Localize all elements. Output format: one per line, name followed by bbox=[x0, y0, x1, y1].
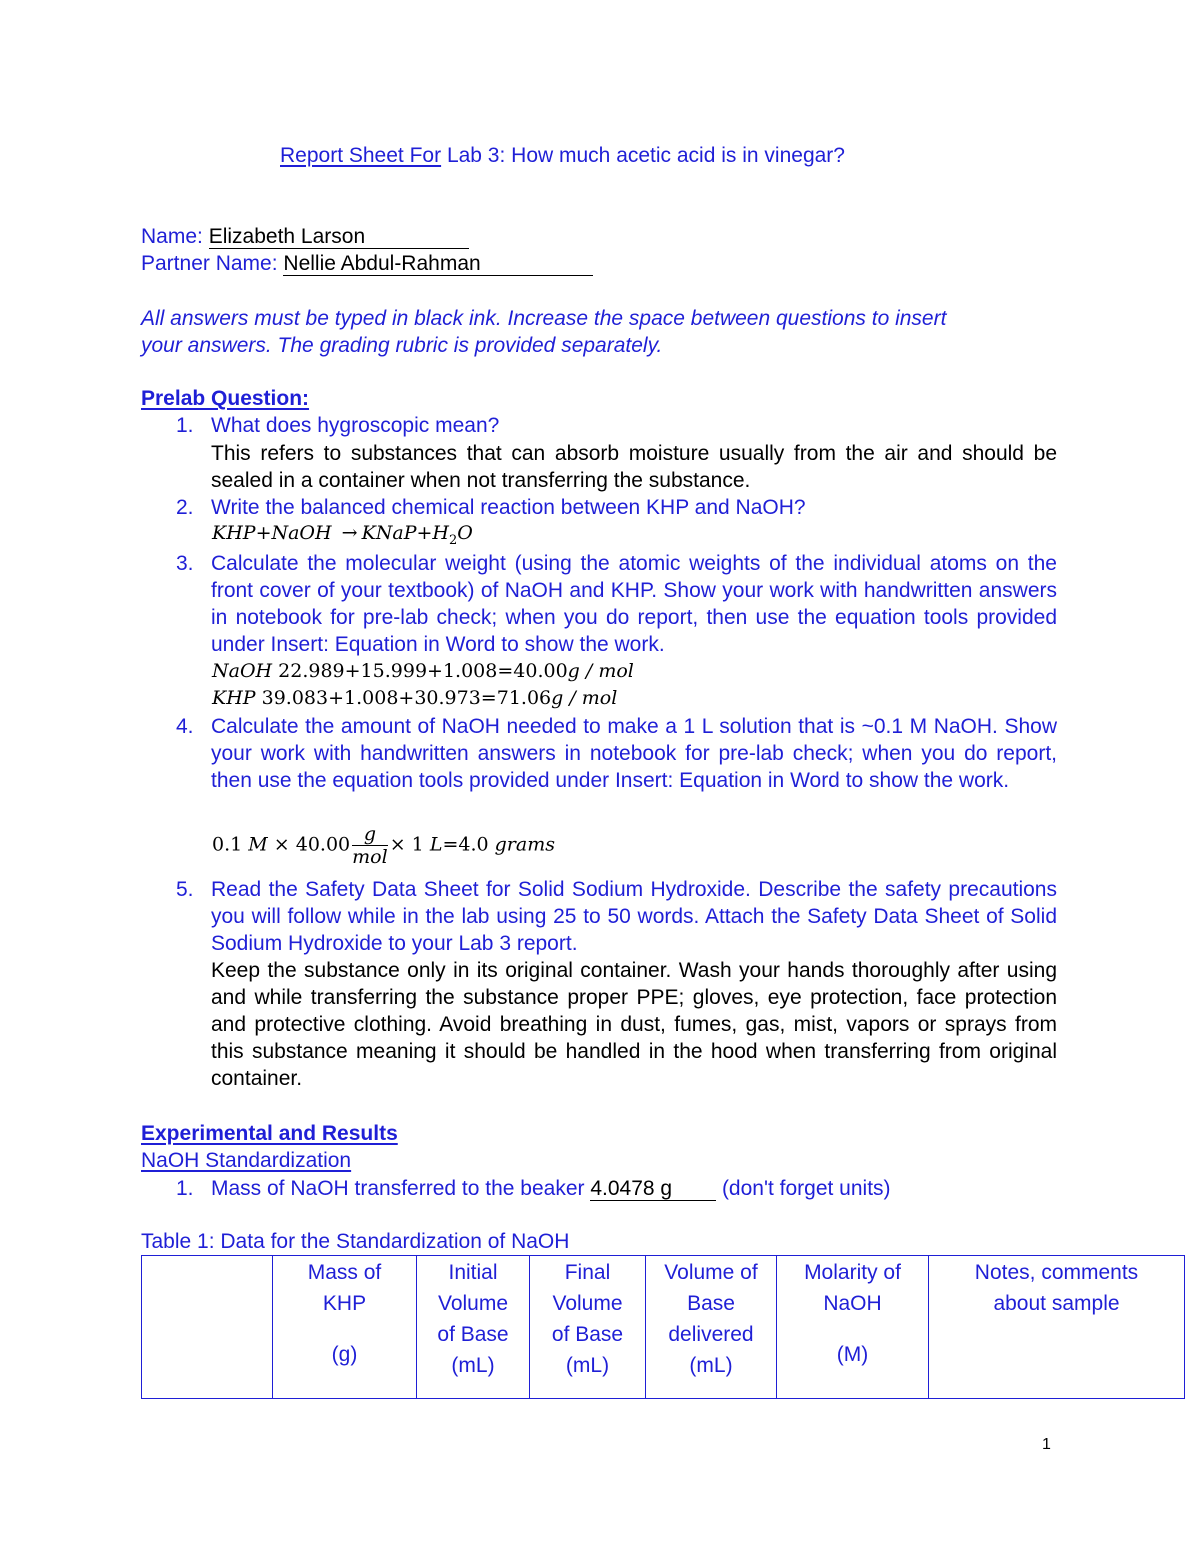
report-title bbox=[280, 142, 845, 169]
q2-number: 2. bbox=[176, 496, 194, 519]
q5-answer[interactable]: Keep the substance only in its original container. Wash your hands thoroughly after using and while transferring the substance proper PPE; gloves, eye protection, face protection and protective clothing. Avoid breathing in dust, fumes, gas, mist, vapors or sprays from this substance meaning it should be handled in the hood when transferring from original container. bbox=[211, 959, 1057, 1090]
naoh-mass-value[interactable]: 4.0478 g bbox=[590, 1177, 716, 1201]
instructions-line-1: All answers must be typed in black ink. Increase the space between questions to insert bbox=[141, 307, 947, 330]
table-header-blank[interactable] bbox=[142, 1256, 273, 1399]
q4-question: Calculate the amount of NaOH needed to make a 1 L solution that is ~0.1 M NaOH. Show your work with handwritten answers in notebook for pre-lab check; when you do report, then use the equation tools provided under Insert: Equation in Word to show the work. bbox=[211, 715, 1057, 792]
eq-number: 0.1 bbox=[212, 833, 243, 856]
exp-item1-note: (don't forget units) bbox=[721, 1177, 891, 1200]
eq-unit-liter: L bbox=[429, 833, 443, 856]
eq-fraction bbox=[352, 823, 388, 868]
q5-question: Read the Safety Data Sheet for Solid Sodium Hydroxide. Describe the safety precautions you will follow while in the lab using 25 to 50 words. Attach the Safety Data Sheet of Solid Sodium Hydroxide to your Lab 3 report. bbox=[211, 878, 1057, 955]
eq-unit-grams: grams bbox=[494, 833, 555, 856]
exp-item1-number: 1. bbox=[176, 1177, 194, 1200]
exp-item1-line bbox=[211, 1175, 891, 1202]
student-name-line bbox=[141, 223, 469, 250]
eq-expression: 22.989+15.999+1.008=40.00 bbox=[278, 660, 568, 682]
exp-item1-label: Mass of NaOH transferred to the beaker bbox=[211, 1177, 585, 1200]
q1-answer[interactable]: This refers to substances that can absorb moisture usually from the air and should be sealed in a container when not transferring the substance. bbox=[211, 442, 1057, 492]
q2-equation[interactable] bbox=[212, 520, 473, 554]
partner-name-label: Partner Name: bbox=[141, 252, 278, 275]
header-line: Base bbox=[687, 1292, 735, 1315]
table-header-initial-volume bbox=[417, 1256, 530, 1399]
q1-question: What does hygroscopic mean? bbox=[211, 414, 500, 437]
header-line: (mL) bbox=[451, 1354, 495, 1377]
table-header-mass-khp bbox=[273, 1256, 417, 1399]
header-line: of Base bbox=[551, 1323, 624, 1346]
table-caption: Table 1: Data for the Standardization of NaOH bbox=[141, 1230, 570, 1253]
header-spacer bbox=[275, 1319, 414, 1339]
page-number: 1 bbox=[1042, 1436, 1051, 1453]
eq-equals: = bbox=[442, 833, 459, 856]
eq-label: KHP bbox=[212, 687, 256, 709]
header-line: Notes, comments bbox=[974, 1261, 1139, 1284]
q3-question: Calculate the molecular weight (using the atomic weights of the individual atoms on the front cover of your textbook) of NaOH and KHP. Show your work with handwritten answers in notebook for pre-lab check; when you do report, then use the equation tools provided under Insert: Equation in Word to show the work. bbox=[211, 552, 1057, 656]
eq-subscript: 2 bbox=[449, 532, 458, 548]
q3-equation-naoh[interactable] bbox=[212, 658, 634, 685]
standardization-data-table bbox=[141, 1255, 1185, 1399]
title-underlined-part: Report Sheet For bbox=[280, 144, 442, 167]
header-line: about sample bbox=[993, 1292, 1120, 1315]
q3-equation-khp[interactable] bbox=[212, 685, 617, 712]
eq-term-o: O bbox=[457, 522, 473, 544]
eq-plus: + bbox=[255, 522, 272, 544]
q4-equation[interactable] bbox=[212, 823, 555, 868]
title-rest: Lab 3: How much acetic acid is in vinegar? bbox=[446, 144, 845, 167]
q3-number: 3. bbox=[176, 552, 194, 575]
q1-number: 1. bbox=[176, 414, 194, 437]
table-header-volume-delivered bbox=[646, 1256, 777, 1399]
eq-term-khp: KHP bbox=[212, 522, 256, 544]
header-line: (g) bbox=[331, 1343, 358, 1366]
eq-fraction-denominator: mol bbox=[352, 846, 388, 868]
eq-arrow: → bbox=[341, 522, 358, 544]
eq-term-h: H bbox=[432, 522, 449, 544]
eq-times: × bbox=[389, 833, 406, 856]
instructions-line-2: your answers. The grading rubric is provided separately. bbox=[141, 334, 663, 357]
header-line: Mass of bbox=[307, 1261, 382, 1284]
eq-fraction-numerator: g bbox=[352, 823, 388, 846]
header-line: Initial bbox=[448, 1261, 498, 1284]
header-spacer bbox=[779, 1319, 926, 1339]
header-line: KHP bbox=[322, 1292, 367, 1315]
table-header-row bbox=[142, 1256, 1185, 1399]
eq-expression: 39.083+1.008+30.973=71.06 bbox=[261, 687, 552, 709]
partner-name-line bbox=[141, 250, 593, 277]
eq-unit: g / mol bbox=[551, 687, 618, 709]
experimental-heading: Experimental and Results bbox=[141, 1122, 398, 1145]
eq-times: × bbox=[273, 833, 290, 856]
eq-plus: + bbox=[416, 522, 433, 544]
eq-number: 40.00 bbox=[295, 833, 351, 856]
table-header-notes bbox=[929, 1256, 1185, 1399]
header-line: Volume bbox=[437, 1292, 509, 1315]
header-line: (mL) bbox=[565, 1354, 610, 1377]
eq-unit: g / mol bbox=[567, 660, 634, 682]
eq-term-knap: KNaP bbox=[361, 522, 417, 544]
q5-number: 5. bbox=[176, 878, 194, 901]
header-line: NaOH bbox=[823, 1292, 882, 1315]
header-line: Molarity of bbox=[804, 1261, 901, 1284]
naoh-standardization-subheading: NaOH Standardization bbox=[141, 1149, 352, 1172]
q2-question: Write the balanced chemical reaction between KHP and NaOH? bbox=[211, 496, 806, 519]
table-header-final-volume bbox=[530, 1256, 646, 1399]
eq-number: 4.0 bbox=[458, 833, 489, 856]
header-line: Final bbox=[564, 1261, 611, 1284]
student-name-label: Name: bbox=[141, 225, 203, 248]
student-name-value[interactable]: Elizabeth Larson bbox=[209, 225, 469, 249]
q4-number: 4. bbox=[176, 715, 194, 738]
header-line: Volume bbox=[552, 1292, 623, 1315]
header-line: of Base bbox=[437, 1323, 509, 1346]
header-line: delivered bbox=[668, 1323, 754, 1346]
header-line: (M) bbox=[836, 1343, 869, 1366]
prelab-heading: Prelab Question: bbox=[141, 387, 310, 410]
table-header-molarity bbox=[777, 1256, 929, 1399]
eq-term-naoh: NaOH bbox=[271, 522, 332, 544]
eq-label: NaOH bbox=[212, 660, 273, 682]
header-line: Volume of bbox=[664, 1261, 758, 1284]
eq-unit-molar: M bbox=[248, 833, 268, 856]
eq-number: 1 bbox=[411, 833, 424, 856]
partner-name-value[interactable]: Nellie Abdul-Rahman bbox=[283, 252, 592, 276]
header-line: (mL) bbox=[689, 1354, 733, 1377]
